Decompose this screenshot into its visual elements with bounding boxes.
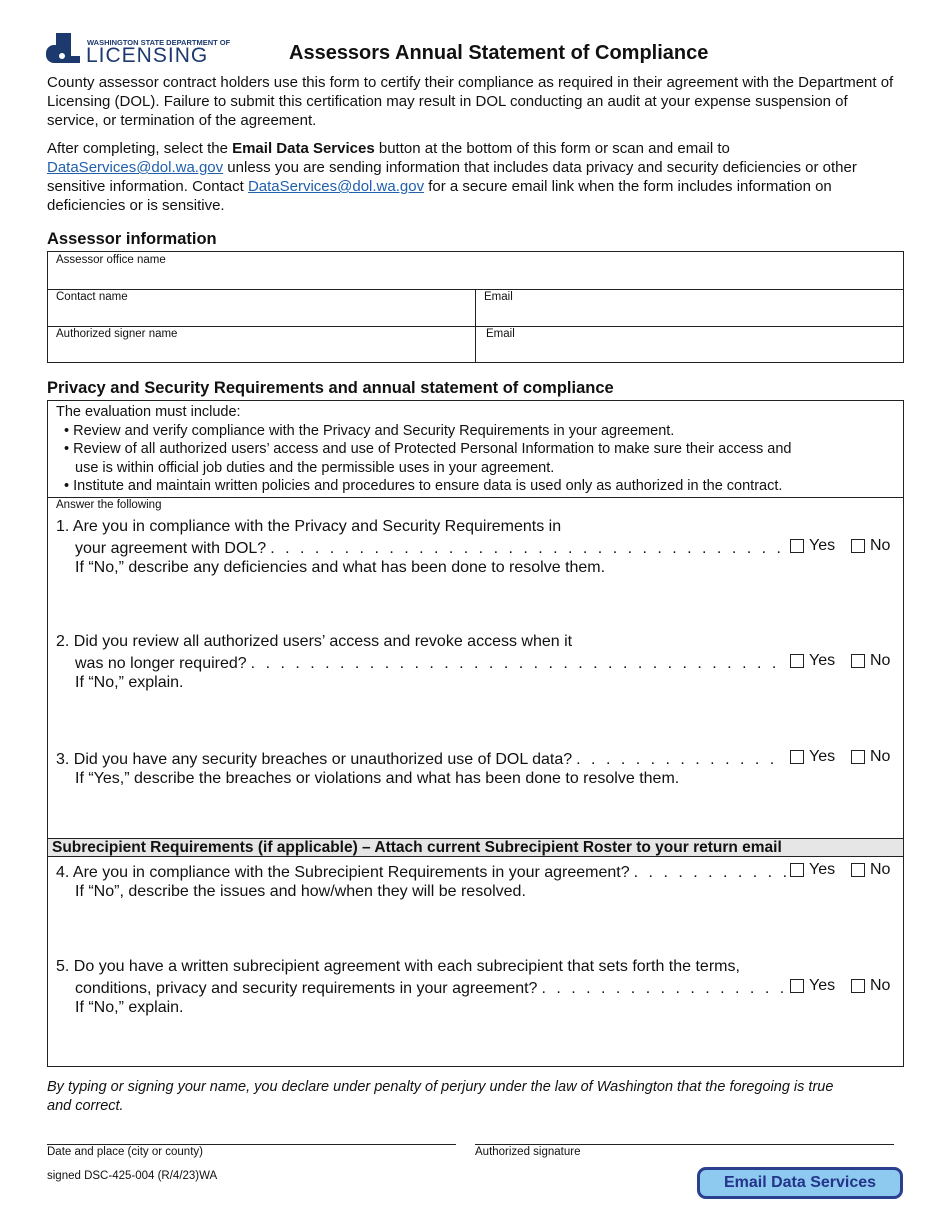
no-checkbox[interactable] — [851, 979, 865, 993]
dol-logo — [46, 33, 231, 67]
assessor-office-field[interactable]: Assessor office name — [56, 254, 166, 266]
question-text: conditions, privacy and security requirements in your agreement? — [75, 979, 538, 997]
declaration: By typing or signing your name, you declare under penalty of perjury under the law of Washington that the foregoing is true and correct. — [47, 1079, 834, 1114]
signature-field[interactable] — [475, 1120, 894, 1145]
question-text: 3. Did you have any security breaches or unauthorized use of DOL data? — [56, 750, 573, 768]
date-place-label: Date and place (city or county) — [47, 1146, 203, 1158]
evaluation-list — [56, 403, 896, 496]
assessor-heading: Assessor information — [47, 230, 217, 248]
signer-name-field[interactable]: Authorized signer name — [56, 328, 178, 340]
instr-text: After completing, select the — [47, 140, 233, 157]
evaluation-bullet: • Institute and maintain written policies and procedures to ensure data is used only as authorized in the contract. — [64, 478, 783, 494]
question-2 — [56, 632, 896, 742]
question-followup: If “No,” describe any deficiencies and what has been done to resolve them. — [75, 558, 606, 576]
question-text: was no longer required? — [75, 654, 247, 672]
instr-text: button at the bottom of this form or scan and email to — [374, 140, 730, 157]
no-label: No — [870, 652, 891, 669]
question-4 — [56, 860, 896, 951]
question-followup: If “No”, describe the issues and how/when they will be resolved. — [75, 882, 526, 900]
yes-checkbox[interactable] — [790, 654, 804, 668]
no-checkbox[interactable] — [851, 539, 865, 553]
no-label: No — [870, 748, 891, 765]
no-label: No — [870, 977, 891, 994]
contact-name-field[interactable]: Contact name — [56, 291, 128, 303]
email-link[interactable]: DataServices@dol.wa.gov — [247, 178, 425, 195]
question-followup: If “No,” explain. — [75, 998, 184, 1016]
no-label: No — [870, 861, 891, 878]
answer-area[interactable] — [56, 692, 896, 742]
yes-checkbox[interactable] — [790, 979, 804, 993]
answer-area[interactable] — [56, 901, 896, 951]
question-text: 2. Did you review all authorized users’ access and revoke access when it — [56, 633, 573, 650]
yes-label: Yes — [809, 652, 836, 669]
privacy-heading: Privacy and Security Requirements and annual statement of compliance — [47, 379, 614, 397]
evaluation-intro: The evaluation must include: — [56, 404, 241, 420]
yes-label: Yes — [809, 748, 836, 765]
page-title: Assessors Annual Statement of Compliance — [289, 42, 709, 64]
question-text: 1. Are you in compliance with the Privacy and Security Requirements in — [56, 518, 562, 535]
no-label: No — [870, 537, 891, 554]
question-text: your agreement with DOL? — [75, 539, 267, 557]
yes-label: Yes — [809, 537, 836, 554]
instr-text: unless you are sending information that includes data privacy and security deficiencies or other sensitive information. Contact — [47, 159, 857, 195]
logo-top-text: WASHINGTON STATE DEPARTMENT OF — [87, 38, 231, 47]
yes-label: Yes — [809, 861, 836, 878]
signature-label: Authorized signature — [475, 1146, 581, 1158]
question-text: 4. Are you in compliance with the Subrecipient Requirements in your agreement? — [56, 863, 630, 881]
question-3 — [56, 747, 896, 833]
date-place-field[interactable] — [47, 1120, 456, 1145]
yes-checkbox[interactable] — [790, 863, 804, 877]
form-number: signed DSC-425-004 (R/4/23)WA — [47, 1170, 218, 1182]
answer-area[interactable] — [56, 1017, 896, 1062]
yes-checkbox[interactable] — [790, 750, 804, 764]
answer-area[interactable] — [56, 577, 896, 627]
no-checkbox[interactable] — [851, 654, 865, 668]
signer-email-field[interactable]: Email — [486, 328, 515, 340]
assessor-table — [47, 251, 904, 363]
logo-main-text: LICENSING — [86, 44, 209, 67]
instructions-paragraph — [47, 139, 897, 215]
yes-label: Yes — [809, 977, 836, 994]
contact-email-field[interactable]: Email — [484, 291, 513, 303]
evaluation-bullet: • Review and verify compliance with the Privacy and Security Requirements in your agreement. — [64, 422, 675, 439]
evaluation-bullet: use is within official job duties and the permissible uses in your agreement. — [75, 459, 555, 476]
no-checkbox[interactable] — [851, 863, 865, 877]
logo-mark — [46, 33, 80, 65]
question-1 — [56, 517, 896, 627]
no-checkbox[interactable] — [851, 750, 865, 764]
instr-text: for a secure email link when the form includes information on deficiencies or is sensitive. — [47, 178, 832, 214]
subrecipient-bar: Subrecipient Requirements (if applicable) – Attach current Subrecipient Roster to your return email — [48, 838, 903, 857]
instr-bold: Email Data Services — [232, 140, 375, 157]
answer-area[interactable] — [56, 788, 896, 833]
email-link[interactable]: DataServices@dol.wa.gov — [47, 159, 224, 176]
question-followup: If “No,” explain. — [75, 673, 184, 691]
intro-paragraph: County assessor contract holders use this form to certify their compliance as required in their agreement with the Department of Licensing (DOL). Failure to submit this certification may result in DOL conducting an audit at your expense suspension of service, or termination of the agreement. — [47, 74, 894, 129]
question-followup: If “Yes,” describe the breaches or violations and what has been done to resolve them. — [75, 769, 680, 787]
answer-label: Answer the following — [56, 499, 162, 511]
question-text: 5. Do you have a written subrecipient agreement with each subrecipient that sets forth the terms, — [56, 958, 740, 975]
evaluation-bullet: • Review of all authorized users’ access and use of Protected Personal Information to make sure their access and — [64, 441, 792, 457]
yes-checkbox[interactable] — [790, 539, 804, 553]
question-5 — [56, 957, 896, 1062]
email-data-services-button[interactable]: Email Data Services — [697, 1167, 903, 1199]
